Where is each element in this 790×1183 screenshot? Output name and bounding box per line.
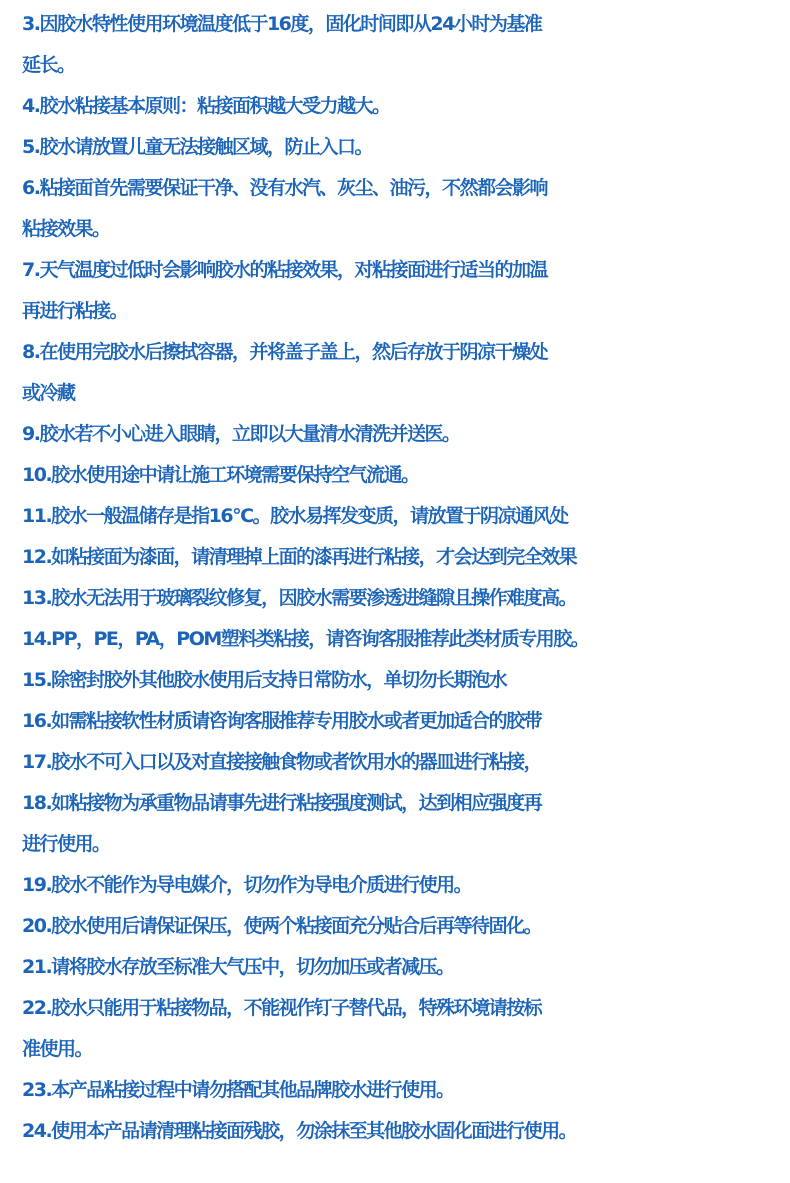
note-item — [22, 742, 788, 783]
note-line: 16.如需粘接软性材质请咨询客服推荐专用胶水或者更加适合的胶带 — [22, 710, 542, 732]
note-line: 18.如粘接物为承重物品请事先进行粘接强度测试，达到相应强度再 — [22, 792, 542, 814]
note-line: 8.在使用完胶水后擦拭容器，并将盖子盖上，然后存放于阴凉干燥处 — [22, 341, 547, 363]
note-line: 4.胶水粘接基本原则：粘接面积越大受力越大。 — [22, 95, 390, 117]
note-line: 准使用。 — [22, 1038, 93, 1060]
note-item — [22, 619, 788, 660]
note-line: 进行使用。 — [22, 833, 110, 855]
note-line: 24.使用本产品请清理粘接面残胶，勿涂抹至其他胶水固化面进行使用。 — [22, 1120, 577, 1142]
note-line: 或冷藏 — [22, 382, 75, 404]
note-item — [22, 988, 788, 1070]
note-line: 17.胶水不可入口以及对直接接触食物或者饮用水的器皿进行粘接， — [22, 751, 542, 773]
note-item — [22, 250, 788, 332]
note-item — [22, 4, 788, 86]
note-line: 6.粘接面首先需要保证干净、没有水汽、灰尘、油污，不然都会影响 — [22, 177, 547, 199]
usage-notes-list — [22, 4, 788, 1152]
note-line: 3.因胶水特性使用环境温度低于16度，固化时间即从24小时为基准 — [22, 13, 542, 35]
note-line: 5.胶水请放置儿童无法接触区域，防止入口。 — [22, 136, 372, 158]
note-item — [22, 906, 788, 947]
note-item — [22, 865, 788, 906]
note-item — [22, 1070, 788, 1111]
note-line: 9.胶水若不小心进入眼睛，立即以大量清水清洗并送医。 — [22, 423, 460, 445]
note-line: 11.胶水一般温储存是指16°C。胶水易挥发变质，请放置于阴凉通风处 — [22, 505, 568, 527]
note-item — [22, 455, 788, 496]
note-line: 再进行粘接。 — [22, 300, 128, 322]
note-item — [22, 86, 788, 127]
note-line: 20.胶水使用后请保证保压，使两个粘接面充分贴合后再等待固化。 — [22, 915, 542, 937]
note-item — [22, 660, 788, 701]
note-item — [22, 332, 788, 414]
note-item — [22, 127, 788, 168]
note-line: 延长。 — [22, 54, 75, 76]
note-item — [22, 496, 788, 537]
note-line: 19.胶水不能作为导电媒介，切勿作为导电介质进行使用。 — [22, 874, 472, 896]
note-item — [22, 1111, 788, 1152]
note-item — [22, 414, 788, 455]
note-line: 13.胶水无法用于玻璃裂纹修复，因胶水需要渗透进缝隙且操作难度高。 — [22, 587, 577, 609]
note-item — [22, 537, 788, 578]
note-line: 粘接效果。 — [22, 218, 110, 240]
note-item — [22, 578, 788, 619]
note-item — [22, 701, 788, 742]
note-line: 23.本产品粘接过程中请勿搭配其他品牌胶水进行使用。 — [22, 1079, 454, 1101]
note-line: 22.胶水只能用于粘接物品，不能视作钉子替代品，特殊环境请按标 — [22, 997, 542, 1019]
note-item — [22, 168, 788, 250]
note-line: 21.请将胶水存放至标准大气压中，切勿加压或者减压。 — [22, 956, 454, 978]
note-line: 7.天气温度过低时会影响胶水的粘接效果，对粘接面进行适当的加温 — [22, 259, 547, 281]
note-item — [22, 947, 788, 988]
note-line: 14.PP，PE，PA，POM塑料类粘接，请咨询客服推荐此类材质专用胶。 — [22, 628, 589, 650]
note-line: 15.除密封胶外其他胶水使用后支持日常防水，单切勿长期泡水 — [22, 669, 507, 691]
note-line: 10.胶水使用途中请让施工环境需要保持空气流通。 — [22, 464, 419, 486]
note-line: 12.如粘接面为漆面，请清理掉上面的漆再进行粘接，才会达到完全效果 — [22, 546, 577, 568]
note-item — [22, 783, 788, 865]
